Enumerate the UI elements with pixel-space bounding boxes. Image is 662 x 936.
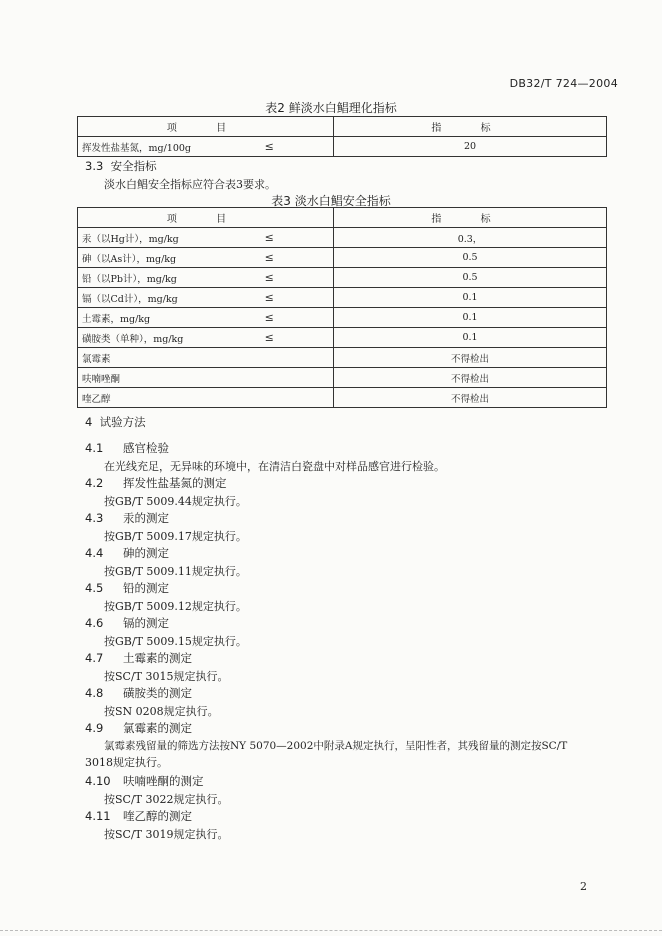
row-item: 磺胺类（单种），mg/kg	[78, 328, 206, 348]
row-value: 0.1	[334, 288, 607, 308]
subsection-number: 4.8	[85, 686, 104, 700]
row-value: 不得检出	[334, 348, 607, 368]
row-value: 0.5	[334, 248, 607, 268]
subsection-number: 4.1	[85, 441, 104, 455]
table-row	[78, 328, 607, 348]
table2-caption: 表2 鲜淡水白鲳理化指标	[265, 101, 397, 115]
table-row	[78, 228, 607, 248]
row-operator	[206, 348, 334, 368]
row-item: 呋喃唑酮	[78, 368, 206, 388]
subsection-number: 4.10	[85, 774, 111, 788]
table-header-row	[78, 208, 607, 228]
subsection-title: 土霉素的测定	[123, 651, 192, 665]
subsection-heading	[85, 773, 204, 789]
section-title: 安全指标	[110, 159, 157, 173]
section-3-3-heading	[85, 158, 157, 174]
subsection-title: 挥发性盐基氮的测定	[123, 476, 227, 490]
table-row	[78, 248, 607, 268]
subsection-heading	[85, 545, 169, 561]
row-item: 挥发性盐基氮，mg/100g	[78, 137, 206, 157]
page-number: 2	[580, 880, 587, 893]
document-code: DB32/T 724—2004	[509, 77, 618, 90]
column-header-value: 指 标	[334, 117, 607, 137]
subsection-heading	[85, 510, 169, 526]
subsection-heading	[85, 615, 169, 631]
subsection-title: 砷的测定	[123, 546, 169, 560]
table3-caption: 表3 淡水白鲳安全指标	[271, 194, 391, 208]
column-header-item: 项 目	[78, 208, 334, 228]
row-item: 镉（以Cd计），mg/kg	[78, 288, 206, 308]
subsection-body: 按SN 0208规定执行。	[104, 705, 219, 718]
subsection-number: 4.4	[85, 546, 104, 560]
row-value: 0.3，	[334, 228, 607, 248]
subsection-title: 氯霉素的测定	[123, 721, 192, 735]
row-operator: ≤	[206, 288, 334, 308]
row-operator: ≤	[206, 308, 334, 328]
subsection-number: 4.9	[85, 721, 104, 735]
subsection-body: 在光线充足，无异味的环境中，在清洁白瓷盘中对样品感官进行检验。	[104, 460, 445, 473]
row-value: 0.1	[334, 308, 607, 328]
table-header-row	[78, 117, 607, 137]
table-row	[78, 348, 607, 368]
subsection-heading	[85, 475, 227, 491]
subsection-body: 按GB/T 5009.15规定执行。	[104, 635, 247, 648]
row-value: 不得检出	[334, 368, 607, 388]
column-header-item: 项 目	[78, 117, 334, 137]
row-value: 0.1	[334, 328, 607, 348]
subsection-number: 4.11	[85, 809, 111, 823]
table2	[77, 116, 607, 157]
subsection-number: 4.3	[85, 511, 104, 525]
subsection-title: 铅的测定	[123, 581, 169, 595]
subsection-body: 氯霉素残留量的筛选方法按NY 5070—2002中附录A规定执行，呈阳性者，其残留量的测定按SC/T	[104, 740, 568, 752]
row-value: 20	[334, 137, 607, 157]
row-operator: ≤	[206, 328, 334, 348]
row-item: 氯霉素	[78, 348, 206, 368]
subsection-title: 磺胺类的测定	[123, 686, 192, 700]
subsection-heading	[85, 685, 192, 701]
subsection-body-continued: 3018规定执行。	[85, 756, 168, 769]
subsection-heading	[85, 650, 192, 666]
table-row	[78, 137, 607, 157]
subsection-body: 按GB/T 5009.17规定执行。	[104, 530, 247, 543]
table-row	[78, 288, 607, 308]
table-row	[78, 368, 607, 388]
section-3-3-body: 淡水白鲳安全指标应符合表3要求。	[104, 178, 276, 191]
section-number: 4	[85, 415, 93, 429]
row-operator: ≤	[206, 137, 334, 157]
subsection-title: 镉的测定	[123, 616, 169, 630]
column-header-value: 指 标	[334, 208, 607, 228]
row-operator: ≤	[206, 248, 334, 268]
subsection-heading	[85, 808, 192, 824]
table-row	[78, 388, 607, 408]
subsection-body: 按GB/T 5009.12规定执行。	[104, 600, 247, 613]
subsection-heading	[85, 720, 192, 736]
row-operator: ≤	[206, 228, 334, 248]
section-4-heading	[85, 414, 146, 430]
row-operator: ≤	[206, 268, 334, 288]
row-operator	[206, 388, 334, 408]
row-operator	[206, 368, 334, 388]
subsection-heading	[85, 440, 169, 456]
table3	[77, 207, 607, 408]
row-item: 汞（以Hg计），mg/kg	[78, 228, 206, 248]
subsection-body: 按GB/T 5009.11规定执行。	[104, 565, 247, 578]
row-value: 不得检出	[334, 388, 607, 408]
subsection-body: 按SC/T 3022规定执行。	[104, 793, 229, 806]
subsection-body: 按SC/T 3015规定执行。	[104, 670, 229, 683]
subsection-title: 呋喃唑酮的测定	[123, 774, 204, 788]
subsection-body: 按SC/T 3019规定执行。	[104, 828, 229, 841]
subsection-title: 感官检验	[123, 441, 169, 455]
subsection-body: 按GB/T 5009.44规定执行。	[104, 495, 247, 508]
row-item: 土霉素，mg/kg	[78, 308, 206, 328]
subsection-number: 4.6	[85, 616, 104, 630]
table-row	[78, 268, 607, 288]
subsection-number: 4.5	[85, 581, 104, 595]
row-item: 喹乙醇	[78, 388, 206, 408]
subsection-heading	[85, 580, 169, 596]
subsection-title: 汞的测定	[123, 511, 169, 525]
section-title: 试验方法	[99, 415, 146, 429]
subsection-number: 4.7	[85, 651, 104, 665]
row-item: 铅（以Pb计），mg/kg	[78, 268, 206, 288]
row-value: 0.5	[334, 268, 607, 288]
table-row	[78, 308, 607, 328]
section-number: 3.3	[85, 159, 104, 173]
subsection-number: 4.2	[85, 476, 104, 490]
bottom-edge-divider	[0, 930, 662, 931]
subsection-title: 喹乙醇的测定	[123, 809, 192, 823]
row-item: 砷（以As计），mg/kg	[78, 248, 206, 268]
